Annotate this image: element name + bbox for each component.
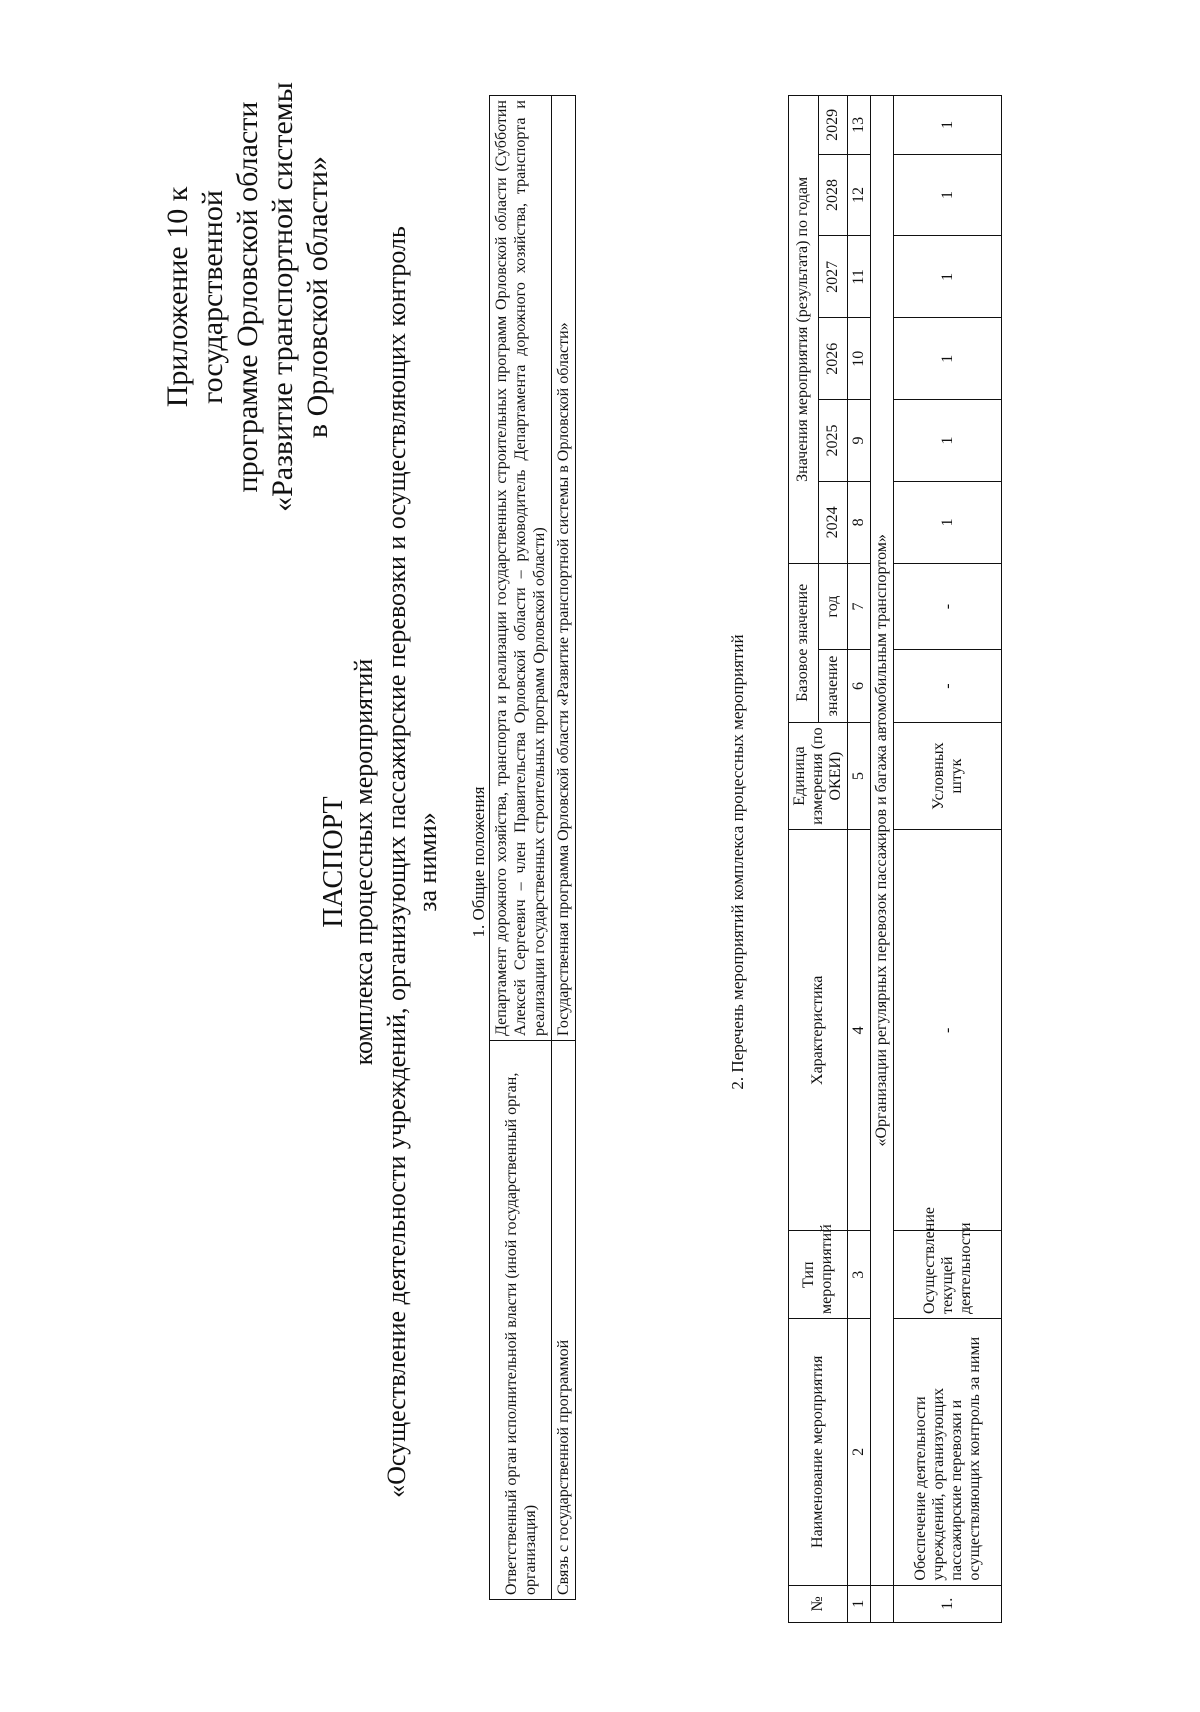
passport-title: ПАСПОРТ bbox=[318, 796, 349, 928]
header-row bbox=[789, 96, 819, 1623]
header-base-value: значение bbox=[818, 650, 848, 722]
section1-heading: 1. Общие положения bbox=[469, 786, 488, 938]
passport-name-line: «Осуществление деятельности учреждений, организующих пассажирские перевозки и осуществляющих контроль bbox=[382, 226, 411, 1498]
cell-name: Обеспечение деятельности учреждений, организующих пассажирские перевозки и осуществляющих контроль за ними bbox=[894, 1319, 1002, 1586]
appendix-line: Приложение 10 к государственной bbox=[161, 186, 229, 408]
cell-year-value: 1 bbox=[894, 400, 1002, 482]
header-type: Тип мероприятий bbox=[789, 1231, 848, 1319]
column-number: 9 bbox=[848, 400, 871, 482]
header-year: 2028 bbox=[818, 154, 848, 236]
header-base-year: год bbox=[818, 563, 848, 650]
header-num: № bbox=[789, 1585, 848, 1622]
table-row bbox=[894, 96, 1002, 1623]
header-year: 2024 bbox=[818, 481, 848, 563]
row-value: Департамент дорожного хозяйства, транспорта и реализации государственных строительных программ Орловской области (Субботин Алексей Сергеевич – член Правительства Орловской области – руководитель Департамента дорожного хозяйства, транспорта и реализации государственных строительных программ Орловской области) bbox=[490, 96, 552, 1041]
cell-characteristic: - bbox=[894, 830, 1002, 1231]
row-label: Связь с государственной программой bbox=[552, 1041, 576, 1600]
passport-subtitle: комплекса процессных мероприятий bbox=[349, 658, 378, 1066]
column-number-row bbox=[848, 96, 871, 1623]
header-year: 2027 bbox=[818, 236, 848, 318]
column-number: 6 bbox=[848, 650, 871, 722]
column-number: 11 bbox=[848, 236, 871, 318]
events-table bbox=[788, 95, 1002, 1623]
cell-year-value: 1 bbox=[894, 96, 1002, 155]
column-number: 8 bbox=[848, 481, 871, 563]
cell-year-value: 1 bbox=[894, 236, 1002, 318]
cell-unit: Условных штук bbox=[894, 722, 1002, 830]
group-title-spacer bbox=[871, 1585, 894, 1622]
cell-num: 1. bbox=[894, 1585, 1002, 1622]
column-number: 1 bbox=[848, 1585, 871, 1622]
table-row bbox=[552, 96, 576, 1600]
header-values-by-year: Значения мероприятия (результата) по годам bbox=[789, 96, 819, 564]
cell-base-value: - bbox=[894, 650, 1002, 722]
passport-name-line: за ними» bbox=[413, 812, 442, 912]
header-year: 2025 bbox=[818, 400, 848, 482]
appendix-line: «Развитие транспортной системы bbox=[266, 82, 299, 512]
header-year: 2026 bbox=[818, 318, 848, 400]
appendix-line: программе Орловской области bbox=[231, 101, 264, 493]
general-provisions-table bbox=[489, 95, 576, 1600]
column-number: 13 bbox=[848, 96, 871, 155]
row-value: Государственная программа Орловской области «Развитие транспортной системы в Орловской области» bbox=[552, 96, 576, 1041]
header-year: 2029 bbox=[818, 96, 848, 155]
section2-heading: 2. Перечень мероприятий комплекса процессных мероприятий bbox=[728, 634, 747, 1090]
group-title-row bbox=[871, 96, 894, 1623]
cell-year-value: 1 bbox=[894, 318, 1002, 400]
appendix-block bbox=[160, 77, 335, 517]
group-title: «Организации регулярных перевозок пассажиров и багажа автомобильным транспортом» bbox=[871, 96, 894, 1586]
column-number: 5 bbox=[848, 722, 871, 830]
column-number: 2 bbox=[848, 1319, 871, 1586]
column-number: 4 bbox=[848, 830, 871, 1231]
header-characteristic: Характеристика bbox=[789, 830, 848, 1231]
header-base: Базовое значение bbox=[789, 563, 819, 722]
header-name: Наименование мероприятия bbox=[789, 1319, 848, 1586]
column-number: 7 bbox=[848, 563, 871, 650]
column-number: 3 bbox=[848, 1231, 871, 1319]
cell-type: Осуществление текущей деятельности bbox=[894, 1231, 1002, 1319]
cell-year-value: 1 bbox=[894, 154, 1002, 236]
passport-name bbox=[381, 192, 443, 1532]
header-unit: Единица измерения (по ОКЕИ) bbox=[789, 722, 848, 830]
appendix-line: в Орловской области» bbox=[301, 155, 334, 439]
column-number: 10 bbox=[848, 318, 871, 400]
column-number: 12 bbox=[848, 154, 871, 236]
table-row bbox=[490, 96, 552, 1600]
cell-base-year: - bbox=[894, 563, 1002, 650]
cell-year-value: 1 bbox=[894, 481, 1002, 563]
row-label: Ответственный орган исполнительной власти (иной государственный орган, организация) bbox=[490, 1041, 552, 1600]
